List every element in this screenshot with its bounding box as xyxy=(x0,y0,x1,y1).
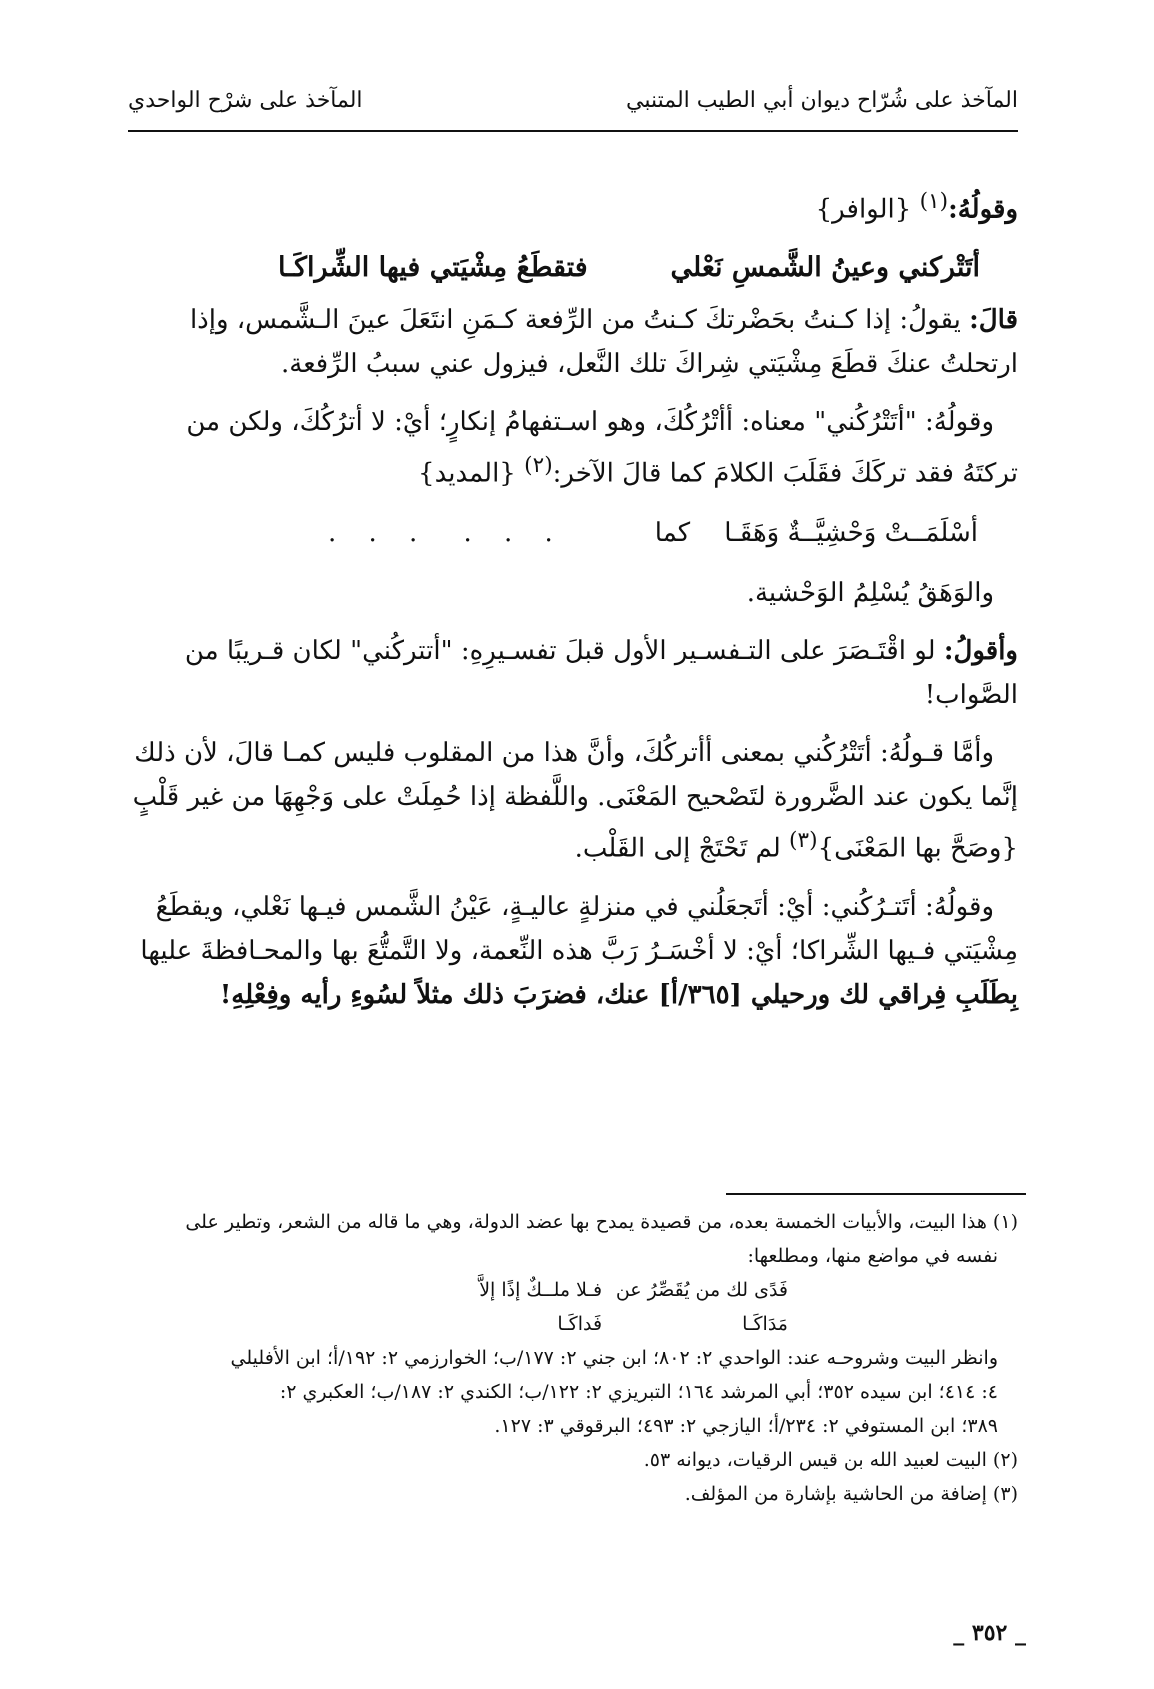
p5-text-3-end: لم تَحْتَجْ إلى القَلْب. xyxy=(574,833,781,864)
aqul-lead: وأقولُ: xyxy=(943,636,1018,667)
quoted-verse-kama: كما xyxy=(654,518,691,549)
p6-line-3: بِطَلَبِ فِراقي لك ورحيلي [٣٦٥/أ] عنك، فضرَبَ ذلك مثلاً لسُوءِ رأيه وفِعْلِهِ! xyxy=(219,979,1018,1010)
fn1-line-4: ٤: ٤١٤؛ ابن سيده ٣٥٢؛ أبي المرشد ١٦٤؛ التبريزي ٢: ١٢٢/ب؛ الكندي ٢: ١٨٧/ب؛ العكبري ٢: xyxy=(279,1381,998,1403)
p2-line-2 xyxy=(128,444,1018,496)
fn1-verse xyxy=(458,1273,788,1341)
intro-lead: وقولُهُ: xyxy=(948,194,1018,225)
meter-label: {الوافر} xyxy=(815,194,912,225)
fn1-line-2: نفسه في مواضع منها، ومطلعها: xyxy=(747,1245,998,1267)
verse-second-hemistich: فتقطَعُ مِشْيَتي فيها الشِّراكَـا xyxy=(278,251,588,283)
paragraph-5 xyxy=(128,731,1018,871)
p2-line-1: وقولُهُ: "أتَتْرُكُني" معناه: أأتْرُكُكَ، وهو اسـتفهامُ إنكارٍ؛ أيْ: لا أترُكُكَ، ولكن من xyxy=(186,406,994,437)
intro-line xyxy=(128,180,1018,232)
fn1-verse-a: فَدًى لك من يُقَصِّرُ عن مَدَاكَـا xyxy=(615,1279,788,1335)
p6-line-2: مِشْيَتي فـيها الشِّراكا؛ أيْ: لا أخْسَـرُ رَبَّ هذه النِّعمة، ولا التَّمتُّعَ بها والمحـافظةَ عليها xyxy=(140,935,1018,966)
qala-line-2: ارتحلتُ عنكَ قطَعَ مِشْيَتي شِراكَ تلك النَّعل، فيزول عني سببُ الرِّفعة. xyxy=(280,348,1018,379)
quoted-verse-middle xyxy=(463,513,690,553)
fn1-line-3: وانظر البيت وشروحـه عند: الواحدي ٢: ٨٠٢؛ ابن جني ٢: ١٧٧/ب؛ الخوارزمي ٢: ١٩٢/أ؛ ابن الأفليلي xyxy=(230,1347,998,1369)
quoted-verse-words: أسْلَمَــتْ وَحْشِيَّــةٌ وَهَقَـا xyxy=(724,518,978,549)
header-section-title: المآخذ على شرْح الواحدي xyxy=(128,88,363,113)
p3-line: والوَهَقُ يُسْلِمُ الوَحْشية. xyxy=(746,578,994,609)
page-number: _ ٣٥٢ _ xyxy=(953,1620,1026,1646)
header-divider xyxy=(128,130,1018,132)
verse-first-hemistich: أتَتْركني وعينُ الشَّمسِ نَعْلي xyxy=(670,251,980,283)
aqul-line-1 xyxy=(128,629,1018,673)
fn2-line: (٢) البيت لعبيد الله بن قيس الرقيات، ديوانه ٥٣. xyxy=(643,1449,1018,1471)
p5-text-3: {وصَحَّ بها المَعْنَى} xyxy=(817,833,1018,864)
footnote-divider xyxy=(726,1193,1026,1195)
footnote-ref-2: (٢) xyxy=(524,452,553,478)
paragraph-3 xyxy=(128,571,1018,615)
running-header xyxy=(128,88,1018,128)
qala-lead: قالَ: xyxy=(969,304,1018,335)
quoted-verse-dots: . . . xyxy=(328,518,430,549)
aqul-line-2: الصَّواب! xyxy=(924,680,1018,711)
fn1-line-5: ٣٨٩؛ ابن المستوفي ٢: ٢٣٤/أ؛ اليازجي ٢: ٤٩٣؛ البرقوقي ٣: ١٢٧. xyxy=(494,1415,998,1437)
footnotes xyxy=(128,1205,1018,1511)
footnote-ref-3: (٣) xyxy=(789,828,818,854)
aqul-text-1: لو اقْتَـصَرَ على التـفسـير الأول قبلَ تفسـيرِهِ: "أتتركُني" لكان قـريبًا من xyxy=(184,636,936,667)
qala-line-1 xyxy=(128,298,1018,342)
fn3-line: (٣) إضافة من الحاشية بإشارة من المؤلف. xyxy=(684,1483,1018,1505)
footnote-ref-1: (١) xyxy=(919,189,949,214)
poem-verse xyxy=(278,246,980,290)
paragraph-aqul xyxy=(128,629,1018,717)
p5-line-3 xyxy=(128,819,1018,871)
quoted-verse-dots-mid: . . . xyxy=(463,518,565,549)
p5-line-2: إنَّما يكون عند الضَّرورة لتَصْحيح المَعْنَى. واللَّفظة إذا حُمِلَتْ على وَجْهِهَا من غير قَلْبٍ xyxy=(132,782,1018,813)
meter-label-2: {المديد} xyxy=(418,458,516,489)
p2-text-2: تركتَهُ فقد تركَكَ فقَلَبَ الكلامَ كما قالَ الآخر: xyxy=(552,458,1018,489)
qala-text-1: يقولُ: إذا كـنتُ بحَضْرتكَ كـنتُ من الرِّفعة كـمَنِ انتَعَلَ عينَ الـشَّمس، وإذا xyxy=(189,304,961,335)
paragraph-2 xyxy=(128,400,1018,496)
p6-line-1: وقولُهُ: أتَتـرُكُني: أيْ: أتَجعَلُني في منزلةٍ عاليـةٍ، عَيْنُ الشَّمس فيـها نَعْلي، ويقطَعُ xyxy=(155,891,994,922)
p5-line-1: وأمَّا قـولُهُ: أتَتْرُكُني بمعنى أأتركُكَ، وأنَّ هذا من المقلوب فليس كمـا قالَ، لأن ذلك xyxy=(134,738,994,769)
header-book-title: المآخذ على شُرّاح ديوان أبي الطيب المتنبي xyxy=(626,88,1018,113)
fn1-verse-b: فـلا ملــكٌ إذًا إلاَّ فَداكَـا xyxy=(479,1279,603,1335)
paragraph-qala xyxy=(128,298,1018,386)
quoted-verse xyxy=(328,513,978,553)
main-text xyxy=(128,180,1018,1031)
paragraph-6 xyxy=(128,885,1018,1017)
fn1-line-1: (١) هذا البيت، والأبيات الخمسة بعده، من قصيدة يمدح بها عضد الدولة، وهي ما قاله من الشعر، وتطير على xyxy=(185,1211,1018,1233)
